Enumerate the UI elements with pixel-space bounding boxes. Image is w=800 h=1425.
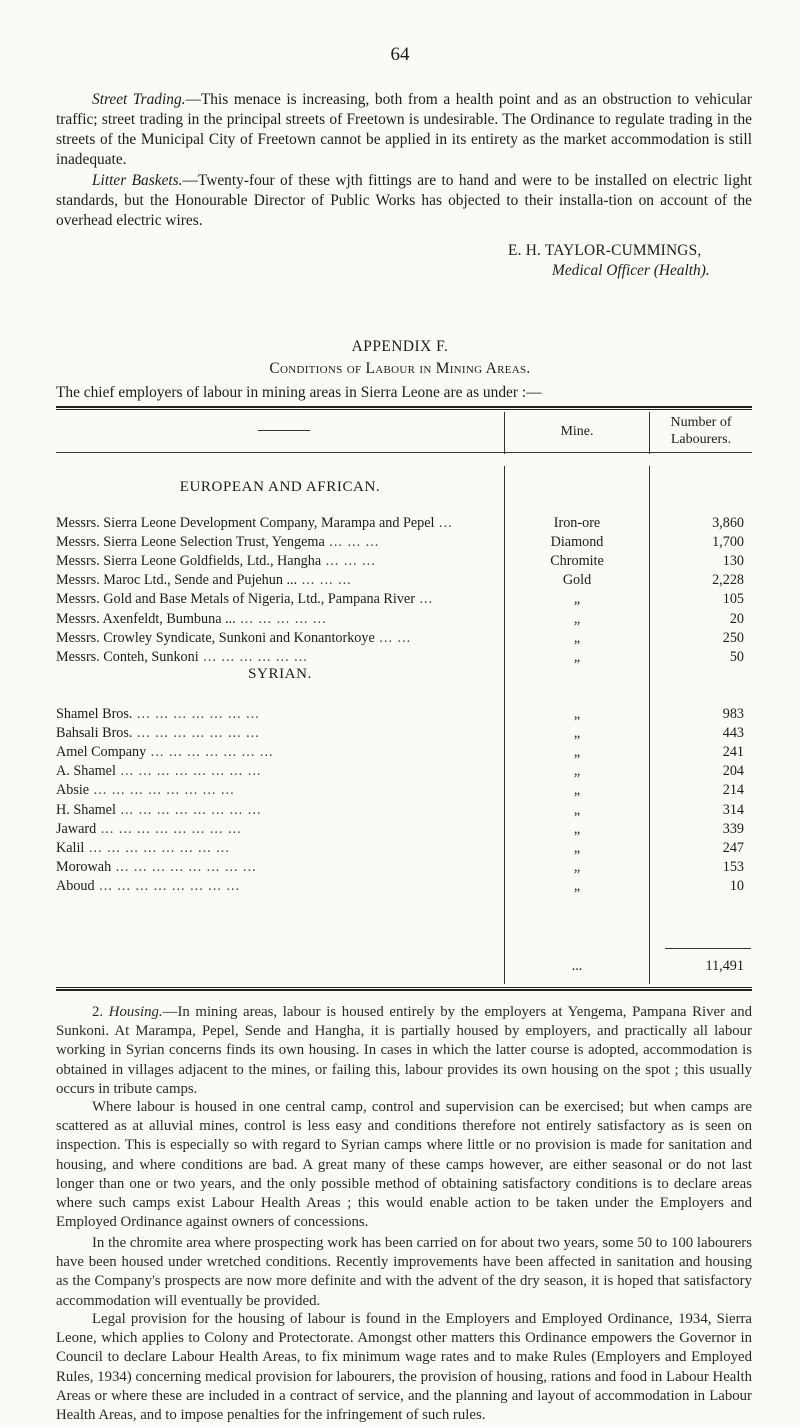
litter-baskets-heading: Litter Baskets. [92, 172, 183, 189]
body-paragraph [56, 1234, 752, 1311]
paragraph-text: Legal provision for the housing of labour is found in the Employers and Employed Ordinance, 1934, Sierra Leone, which applies to Colony and Protectorate. Amongst other matters this Ordinance empowers the Governor in Council to declare Labour Health Areas, to fix minimum wage rates and to make Rules (Employers and Employed Rules, 1934) concerning medical provision for labourers, the provision of housing, rations and food in Labour Health Areas or where these are included in a contract of service, and the planning and layout of accommodation in Labour Health Areas, and to impose penalties for the infringement of such rules. [56, 1311, 752, 1424]
street-trading-heading: Street Trading. [92, 91, 186, 108]
mine-cell: Diamond [550, 534, 604, 551]
dot-leader: ... ... ... [321, 553, 376, 570]
mine-cell: Chromite [550, 553, 604, 570]
table-row [56, 705, 752, 724]
table-row [56, 514, 752, 533]
dot-leader: ... ... ... [324, 534, 380, 551]
dot-leader: ... ... ... ... ... ... ... ... [89, 782, 235, 799]
total-rule [665, 948, 751, 949]
labourers-cell: 204 [722, 763, 744, 780]
labourers-cell: 50 [729, 648, 744, 665]
mine-cell: „ [573, 744, 581, 761]
employer-name-text: Jaward [56, 820, 97, 837]
labourers-cell: 20 [729, 610, 744, 627]
employer-name-text: Messrs. Sierra Leone Development Company, Marampa and Pepel [56, 515, 435, 531]
paragraph-number: 2. [92, 1004, 109, 1020]
employer-name [56, 762, 504, 781]
signature-title: Medical Officer (Health). [552, 262, 710, 279]
employer-name-text: A. Shamel [56, 763, 116, 780]
dot-leader: ... ... ... ... ... ... ... ... [115, 763, 262, 780]
street-trading-paragraph [56, 90, 752, 170]
table-row [56, 839, 752, 858]
header-labourers: Number of Labourers. [670, 415, 732, 447]
table-row [56, 762, 752, 781]
employer-name [56, 839, 504, 858]
body-paragraph [56, 1310, 752, 1425]
litter-baskets-paragraph [56, 171, 752, 231]
table-bottom-rule [56, 987, 752, 991]
appendix-subtitle: Conditions of Labour in Mining Areas. [269, 360, 531, 377]
employer-name [56, 629, 504, 648]
employer-name-text: Messrs. Maroc Ltd., Sende and Pujehun ... [56, 572, 298, 589]
table-row [56, 724, 752, 743]
dot-leader: ... ... ... ... ... ... ... ... [84, 839, 230, 856]
page-number: 64 [390, 44, 410, 65]
employer-name-text: Messrs. Axenfeldt, Bumbuna ... [56, 610, 236, 627]
labourers-cell: 214 [722, 782, 744, 799]
paragraph-text: Where labour is housed in one central camp, control and supervision can be exercised; but when camps are scattered as at alluvial mines, control is less easy and conditions therefore not entirely satisfactory as is seen on inspection. This is especially so with regard to Syrian camps where little or no provision is made for sanitation and housing, and where conditions are bad. A great many of these camps however, are either seasonal or do not last longer than one or two years, and the only possible method of obtaining satisfactory conditions is to declare areas where such camps exist Labour Health Areas ; this would enable action to be taken under the Employers and Employed Ordinance against owners of concessions. [56, 1099, 752, 1231]
mine-cell: „ [573, 591, 581, 608]
body-paragraph [56, 1098, 752, 1232]
paragraph-text: In the chromite area where prospecting work has been carried on for about two years, some 50 to 100 labourers have been housed under wretched conditions. Recently improvements have been affected in sanitation and housing as the Company's prospects are now more definite and with the advent of the dry season, it is hoped that satisfactory accommodation will eventually be provided. [56, 1235, 752, 1309]
dot-leader: ... [414, 591, 434, 608]
signature-name: E. H. TAYLOR-CUMMINGS, [508, 242, 702, 259]
mine-cell: „ [573, 648, 581, 665]
employer-name [56, 801, 504, 820]
labourers-cell: 339 [722, 820, 744, 837]
employer-name [56, 877, 504, 896]
labourers-cell: 247 [722, 839, 744, 856]
employer-name-text: Shamel Bros. [56, 706, 133, 722]
mine-cell: „ [573, 858, 581, 875]
employer-name [56, 648, 504, 667]
employer-name-text: Aboud [56, 877, 95, 894]
employer-name-text: Kalil [56, 839, 85, 856]
employer-name [56, 514, 504, 533]
table-row [56, 533, 752, 552]
employer-name [56, 571, 504, 590]
mine-cell: „ [573, 610, 581, 627]
dot-leader: ... ... ... ... ... [235, 610, 327, 627]
employer-name [56, 781, 504, 800]
employer-name-text: H. Shamel [56, 801, 116, 818]
dot-leader: ... ... ... ... ... ... ... [132, 706, 260, 722]
employer-name [56, 724, 504, 743]
dot-leader: ... ... ... ... ... ... ... ... [115, 801, 262, 818]
mine-cell: „ [573, 782, 581, 799]
table-row [56, 877, 752, 896]
mine-cell: ... [571, 958, 583, 974]
header-mine: Mine. [560, 424, 594, 439]
employer-name [56, 552, 504, 571]
mine-cell: Gold [562, 572, 592, 589]
litter-baskets-text: —Twenty-four of these wjth fittings are to hand and were to be installed on electric light standards, but the Honourable Director of Public Works has objected to their installa-tion on account of the overhead electric wires. [56, 172, 752, 229]
mine-cell: „ [573, 839, 581, 856]
employer-name [56, 610, 504, 629]
employer-name [56, 533, 504, 552]
body-paragraph [56, 1003, 752, 1099]
table-section-title: SYRIAN. [248, 666, 312, 682]
total-labourers: 11,491 [705, 958, 744, 974]
total-row [56, 957, 752, 976]
employer-name-text: Absie [56, 782, 90, 799]
mine-cell: „ [573, 801, 581, 818]
table-row [56, 552, 752, 571]
dot-leader: ... ... ... [297, 572, 352, 589]
table-section-title: EUROPEAN AND AFRICAN. [179, 479, 381, 495]
employer-name [56, 820, 504, 839]
dot-leader: ... ... [374, 629, 412, 646]
employer-name-text: Messrs. Sierra Leone Selection Trust, Yengema [56, 534, 325, 551]
labourers-cell: 130 [722, 553, 744, 570]
employer-name [56, 743, 504, 762]
table-row [56, 820, 752, 839]
dot-leader: ... ... ... ... ... ... ... ... [94, 877, 241, 894]
dot-leader: ... ... ... ... ... ... ... [146, 744, 274, 761]
street-trading-text: —This menace is increasing, both from a health point and as an obstruction to vehicular traffic; street trading in the principal streets of Freetown is undesirable. The Ordinance to regulate trading in the streets of the Municipal City of Freetown cannot be applied in its entirety as the market accommodation is still inadequate. [56, 91, 753, 168]
mine-cell: „ [573, 629, 581, 646]
labourers-cell: 983 [722, 706, 744, 722]
labourers-cell: 314 [722, 801, 744, 818]
appendix-intro: The chief employers of labour in mining areas in Sierra Leone are as under :— [56, 384, 542, 401]
table-row [56, 801, 752, 820]
table-row [56, 571, 752, 590]
dot-leader: ... [434, 515, 453, 531]
dot-leader: ... ... ... ... ... ... ... ... [111, 858, 257, 875]
mine-cell: „ [573, 725, 581, 742]
table-top-rule [56, 406, 752, 410]
employer-name-text: Messrs. Conteh, Sunkoni [56, 648, 199, 665]
labourers-cell: 1,700 [712, 534, 744, 551]
employer-name-text: Messrs. Sierra Leone Goldfields, Ltd., Hangha [56, 553, 322, 570]
labourers-cell: 241 [722, 744, 744, 761]
dot-leader: ... ... ... ... ... ... [198, 648, 308, 665]
labourers-cell: 3,860 [712, 515, 744, 531]
table-row [56, 610, 752, 629]
table-header-rule [56, 452, 752, 453]
employer-name [56, 858, 504, 877]
employer-name-text: Morowah [56, 858, 112, 875]
labourers-cell: 10 [729, 877, 744, 894]
employer-name-text: Bahsali Bros. [56, 725, 133, 742]
labourers-cell: 105 [722, 591, 744, 608]
paragraph-heading: Housing. [108, 1004, 163, 1020]
mine-cell: „ [573, 706, 581, 722]
table-row [56, 590, 752, 609]
appendix-title: APPENDIX F. [351, 338, 449, 355]
table-row [56, 629, 752, 648]
labourers-cell: 2,228 [712, 572, 744, 589]
table-row [56, 648, 752, 667]
employer-name [56, 705, 504, 724]
dot-leader: ... ... ... ... ... ... ... ... [96, 820, 242, 837]
table-row [56, 743, 752, 762]
table-row [56, 858, 752, 877]
mine-cell: „ [573, 763, 581, 780]
mine-cell: „ [573, 820, 581, 837]
mine-cell: Iron-ore [553, 515, 601, 531]
employer-name-text: Messrs. Crowley Syndicate, Sunkoni and Konantorkoye [56, 629, 375, 646]
table-row [56, 781, 752, 800]
labourers-cell: 443 [722, 725, 744, 742]
paragraph-text: —In mining areas, labour is housed entirely by the employers at Yengema, Pampana River and Sunkoni. At Marampa, Pepel, Sende and Hangha, it is partially housed by employers, and practically all labour working in Syrian concerns finds its own housing. In cases in which the latter course is adopted, accommodation is obtained in villages adjacent to the mines, or failing this, labour provides its own housing on the spot ; this usually occurs in tribute camps. [56, 1004, 753, 1097]
employer-name-text: Messrs. Gold and Base Metals of Nigeria, Ltd., Pampana River [56, 591, 415, 608]
dot-leader: ... ... ... ... ... ... ... [132, 725, 260, 742]
labourers-cell: 153 [722, 858, 744, 875]
labourers-cell: 250 [722, 629, 744, 646]
employer-name [56, 590, 504, 609]
employer-name-text: Amel Company [56, 744, 147, 761]
header-blank-dash [258, 430, 310, 431]
mine-cell: „ [573, 877, 581, 894]
